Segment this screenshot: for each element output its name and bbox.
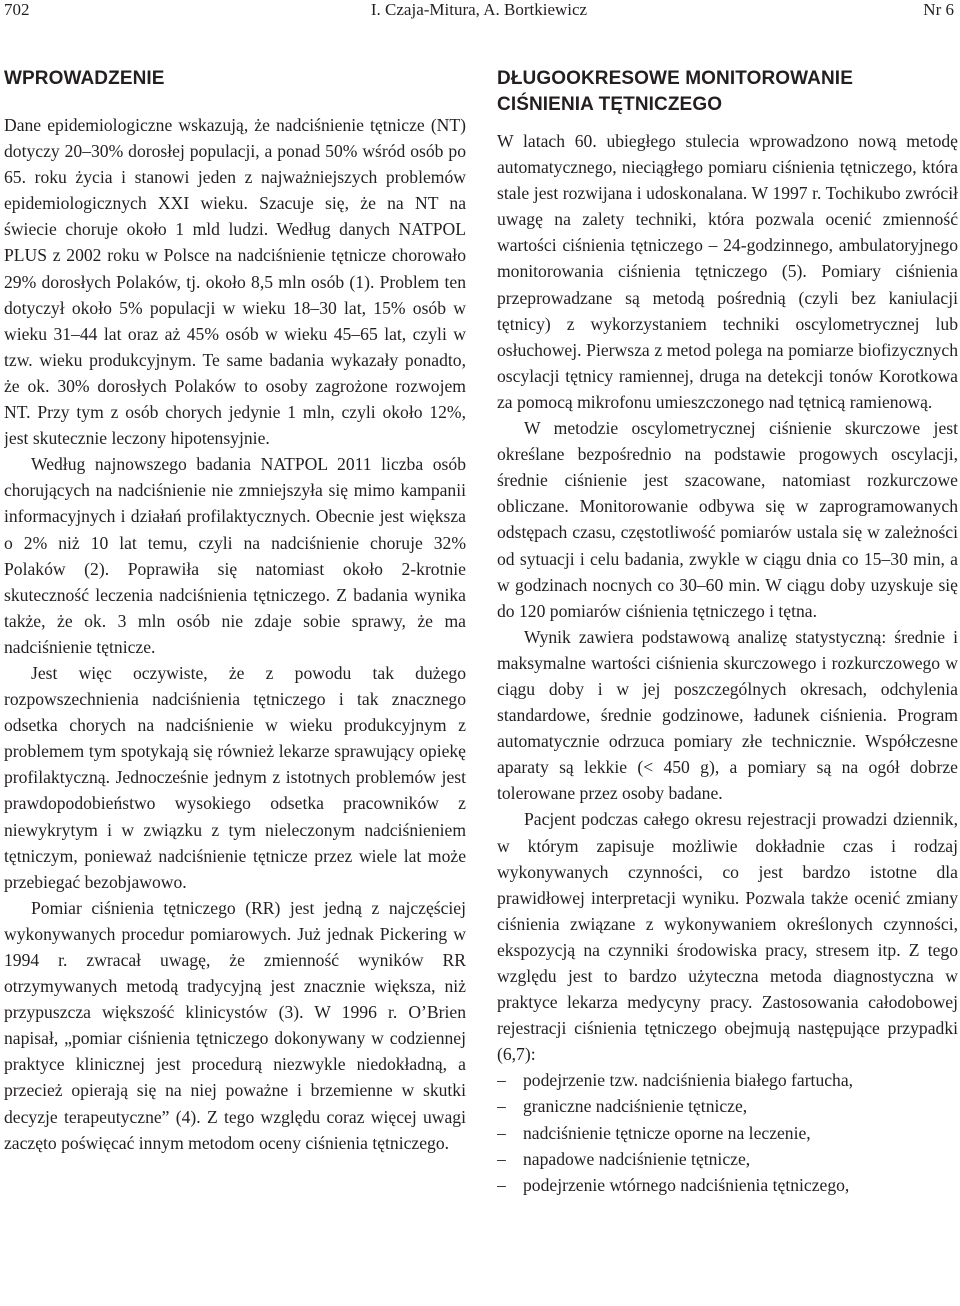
left-column: [4, 66, 466, 1306]
paragraph: W metodzie oscylometrycznej ciśnienie skurczowe jest określane bezpośrednio na podstawie progowych oscylacji, średnie ciśnienie jest szacowane, natomiast rozkurczowe obliczane. Monitorowanie odbywa się w zaprogramowanych odstępach czasu, częstotliwość pomiarów ustala się w zależności od sytuacji i celu badania, zwykle w ciągu dnia co 15–30 min, a w godzinach nocnych co 30–60 min. W ciągu doby uzyskuje się do 120 pomiarów ciśnienia tętniczego i tętna.: [497, 418, 958, 621]
section-heading-monitoring: [497, 66, 958, 118]
issue-number: Nr 6: [923, 0, 954, 19]
paragraph: Pomiar ciśnienia tętniczego (RR) jest jedną z najczęściej wykonywanych procedur pomiarowych. Już jednak Pickering w 1994 r. zwracał uwagę, że zmienność wyników RR otrzymywanych metodą tradycyjną jest znacznie większa, niż przypuszcza większość klinicystów (3). W 1996 r. O’Brien napisał, „pomiar ciśnienia tętniczego dokonywany w codziennej praktyce klinicznej jest procedurą niezwykle niedokładną, a przecież opierają się na niej poważne i brzemienne w skutki decyzje terapeutyczne” (4). Z tego względu coraz więcej uwagi zaczęto poświęcać innym metodom oceny ciśnienia tętniczego.: [4, 897, 466, 1153]
paragraph: Pacjent podczas całego okresu rejestracji prowadzi dziennik, w którym zapisuje możliwie dokładnie czas i rodzaj wykonywanych czynności, co jest bardzo istotne dla prawidłowej interpretacji wyniku. Pozwala także ocenić zmiany ciśnienia związane z wykonywaniem określonych czynności, ekspozycją na czynniki środowiska pracy, stresem itp. Z tego względu jest to bardzo użyteczna metoda diagnostyczna w praktyce lekarza medycyny pracy. Zastosowania całodobowej rejestracji ciśnienia tętniczego obejmują następujące przypadki (6,7):: [497, 809, 958, 1065]
paragraph: Wynik zawiera podstawową analizę statystyczną: średnie i maksymalne wartości ciśnienia skurczowego i rozkurczowego w ciągu doby i w jej poszczególnych okresach, odchylenia standardowe, średnie godzinowe, ładunek ciśnienia. Program automatycznie odrzuca pomiary złe technicznie. Współczesne aparaty są lekkie (< 450 g), a pomiary są na ogół dobrze tolerowane przez osoby badane.: [497, 626, 958, 804]
list-item: – podejrzenie wtórnego nadciśnienia tętniczego,: [497, 1172, 958, 1198]
page-number: 702: [4, 0, 30, 19]
running-head-authors: I. Czaja-Mitura, A. Bortkiewicz: [370, 0, 588, 19]
paragraph: Jest więc oczywiste, że z powodu tak dużego rozpowszechnienia nadciśnienia tętniczego i tak znacznego odsetka chorych na nadciśnienie w wieku produkcyjnym z problemem tym spotykają się również lekarze sprawujący opiekę profilaktyczną. Jednocześnie jednym z istotnych problemów jest prawdopodobieństwo wysokiego odsetka pracowników z niewykrytym i w związku z tym nieleczonym nadciśnieniem tętniczym, ponieważ nadciśnienie tętnicze przez wiele lat może przebiegać bezobjawowo.: [4, 662, 466, 892]
section-heading-line: CIŚNIENIA TĘTNICZEGO: [497, 94, 723, 115]
indications-list: [497, 1067, 958, 1197]
paragraph: Według najnowszego badania NATPOL 2011 liczba osób chorujących na nadciśnienie nie zmniejszyła się mimo kampanii informacyjnych i działań profilaktycznych. Obecnie jest większa o 2% niż 10 lat temu, czyli na nadciśnienie choruje 32% Polaków (2). Poprawiła się natomiast około 2-krotnie skuteczność leczenia nadciśnienia tętniczego. Z badania wynika także, że ok. 3 mln osób nie zdaje sobie sprawy, że ma nadciśnienie tętnicze.: [4, 454, 466, 657]
running-header: [4, 0, 954, 22]
paragraph: Dane epidemiologiczne wskazują, że nadciśnienie tętnicze (NT) dotyczy 20–30% dorosłej populacji, a ponad 50% wśród osób po 65. roku życia i stanowi jeden z najważniejszych problemów epidemiologicznych XXI wieku. Szacuje się, że na NT na świecie choruje około 1 mld ludzi. Według danych NATPOL PLUS z 2002 roku w Polsce na nadciśnienie tętnicze chorowało 29% dorosłych Polaków, tj. około 8,5 mln osób (1). Problem ten dotyczył około 5% populacji w wieku 18–30 lat, 15% osób w wieku 31–44 lat oraz aż 45% osób w wieku 45–65 lat, czyli w tzw. wieku produkcyjnym. Te same badania wykazały ponadto, że ok. 30% dorosłych Polaków to osoby zagrożone rozwojem NT. Przy tym z osób chorych jedynie 1 mln, czyli około 12%, jest skutecznie leczony hipotensyjnie.: [4, 115, 466, 449]
list-item: – nadciśnienie tętnicze oporne na leczenie,: [497, 1120, 958, 1146]
paragraph: W latach 60. ubiegłego stulecia wprowadzono nową metodę automatycznego, nieciągłego pomiaru ciśnienia tętniczego, która stale jest rozwijana i udoskonalana. W 1997 r. Tochikubo zwrócił uwagę na zalety techniki, która pozwala ocenić zmienność wartości ciśnienia tętniczego – 24-godzinnego, ambulatoryjnego monitorowania ciśnienia tętniczego (5). Pomiary ciśnienia przeprowadzane są metodą pośrednią (czyli bez kaniulacji tętnicy) z wykorzystaniem techniki oscylometrycznej lub osłuchowej. Pierwsza z metod polega na pomiarze biofizycznych oscylacji tętnicy ramiennej, druga na detekcji tonów Korotkowa za pomocą mikrofonu umieszczonego nad tętnicą ramienową.: [497, 131, 958, 412]
list-item: – podejrzenie tzw. nadciśnienia białego fartucha,: [497, 1067, 958, 1093]
list-item: – graniczne nadciśnienie tętnicze,: [497, 1093, 958, 1119]
list-item: – napadowe nadciśnienie tętnicze,: [497, 1146, 958, 1172]
section-heading-introduction: WPROWADZENIE: [4, 68, 165, 89]
right-column: [497, 66, 958, 1306]
section-heading-line: DŁUGOOKRESOWE MONITOROWANIE: [497, 68, 853, 89]
